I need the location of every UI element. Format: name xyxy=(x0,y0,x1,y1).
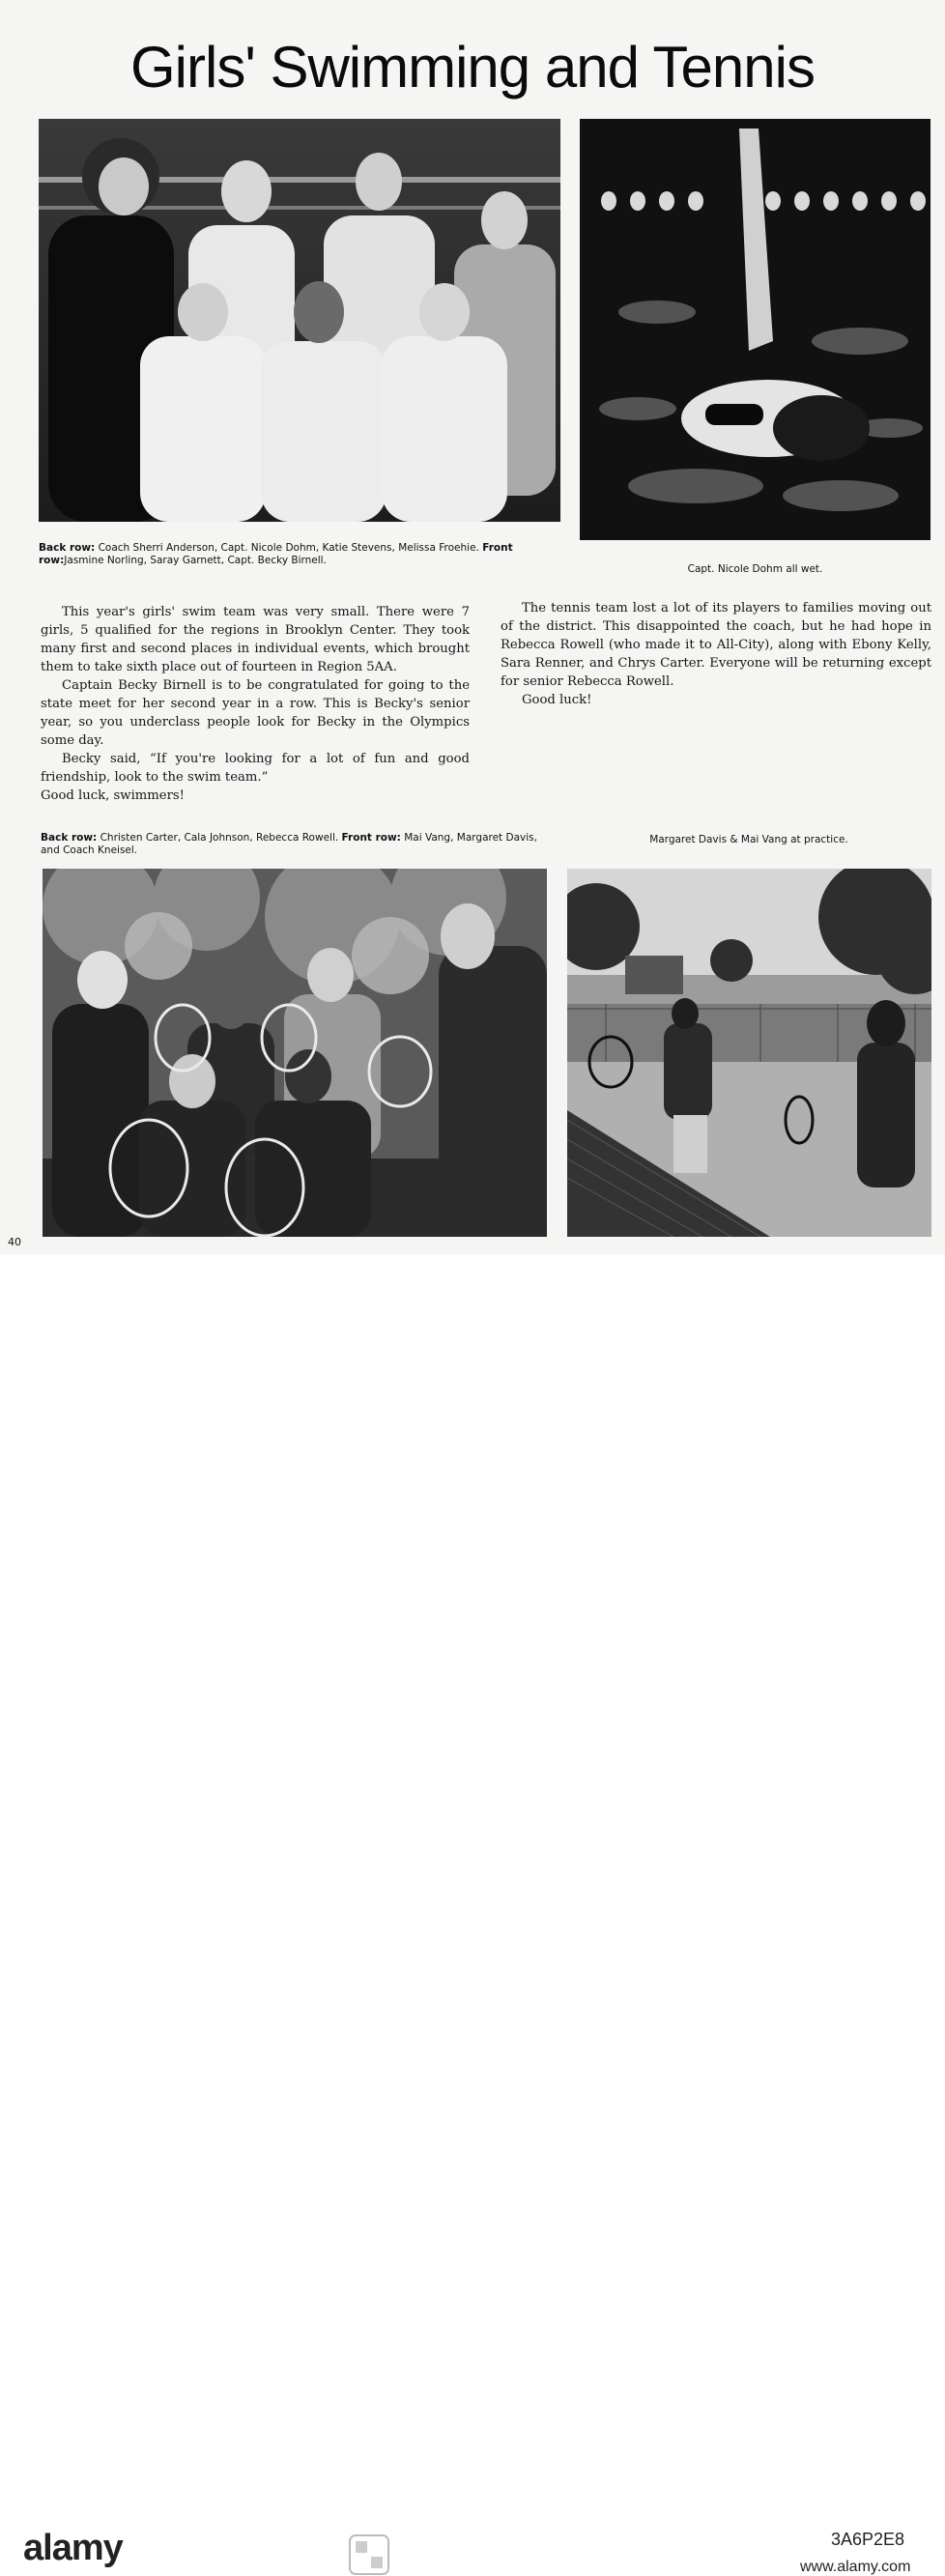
tennis-signoff: Good luck! xyxy=(522,693,592,707)
swim-paragraph-1: This year's girls' swim team was very small. There were 7 girls, 5 qualified for the regions in Brooklyn Center. They took many first and second places in individual events, which brought them to take sixth place out of fourteen in Region 5AA. xyxy=(41,605,470,674)
tennis-practice-photo xyxy=(567,869,931,1237)
swim-team-photo-graphic xyxy=(39,119,560,522)
site-url[interactable]: www.alamy.com xyxy=(800,2559,911,2575)
swim-caption-front-names: Jasmine Norling, Saray Garnett, Capt. Becky Birnell. xyxy=(64,555,327,566)
swim-caption-back-label: Back row: xyxy=(39,542,96,554)
swim-team-photo xyxy=(39,119,560,522)
tennis-caption-back-label: Back row: xyxy=(41,832,98,844)
tennis-team-caption xyxy=(41,832,553,857)
badge-icon xyxy=(348,2533,390,2576)
page-title: Girls' Swimming and Tennis xyxy=(130,35,815,100)
swim-caption-front-label: Front row: xyxy=(39,542,513,566)
swim-caption-back-names: Coach Sherri Anderson, Capt. Nicole Dohm, Katie Stevens, Melissa Froehie. xyxy=(95,542,483,554)
tennis-practice-photo-graphic xyxy=(567,869,931,1237)
yearbook-page xyxy=(0,0,945,1254)
swimmer-action-photo xyxy=(580,119,931,540)
swimmer-action-caption: Capt. Nicole Dohm all wet. xyxy=(687,563,823,575)
swim-team-caption xyxy=(39,542,565,567)
swim-paragraph-2: Captain Becky Birnell is to be congratulated for going to the state meet for her second year in a row. This is Becky's senior year, so you underclass people look for Becky in the Olympics some day. xyxy=(41,678,470,748)
tennis-team-photo xyxy=(43,869,547,1237)
tennis-team-photo-graphic xyxy=(43,869,547,1237)
page-number: 40 xyxy=(8,1236,21,1248)
stock-footer xyxy=(0,1254,945,2575)
tennis-paragraph-1: The tennis team lost a lot of its players to families moving out of the district. This disappointed the coach, but he had hope in Rebecca Rowell (who made it to All-City), along with Ebony Kelly, Sara Renner, and Chrys Carter. Everyone will be returning except for senior Rebecca Rowell. xyxy=(501,601,931,689)
tennis-caption-front-names: Mai Vang, Margaret Davis, and Coach Kneisel. xyxy=(41,832,537,856)
tennis-caption-back-names: Christen Carter, Cala Johnson, Rebecca Rowell. xyxy=(97,832,342,844)
image-id: 3A6P2E8 xyxy=(831,2530,905,2549)
tennis-article xyxy=(501,599,931,709)
swim-article xyxy=(41,603,470,805)
brand-logo: alamy xyxy=(23,2528,123,2568)
swimmer-action-photo-graphic xyxy=(580,119,931,540)
swim-paragraph-3: Becky said, “If you're looking for a lot of fun and good friendship, look to the swim team.” xyxy=(41,752,470,785)
swim-signoff: Good luck, swimmers! xyxy=(41,788,185,803)
tennis-practice-caption: Margaret Davis & Mai Vang at practice. xyxy=(649,834,848,845)
tennis-caption-front-label: Front row: xyxy=(341,832,401,844)
